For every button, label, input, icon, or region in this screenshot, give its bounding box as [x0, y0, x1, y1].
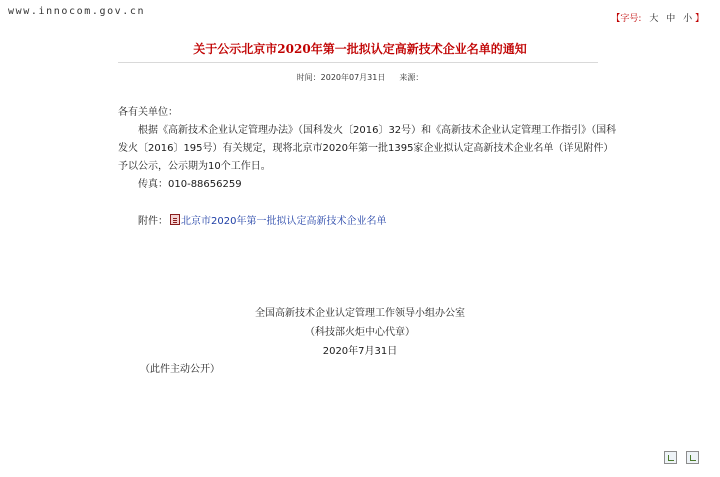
attachment-link[interactable]: 北京市2020年第一批拟认定高新技术企业名单 — [181, 216, 387, 227]
signature-block — [0, 304, 720, 361]
attachment-row — [138, 212, 386, 227]
signature-date: 2020年7月31日 — [322, 346, 398, 357]
font-size-close-bracket: 】 — [694, 14, 704, 24]
font-size-small[interactable]: 小 — [683, 14, 693, 24]
public-note: （此件主动公开） — [140, 364, 220, 375]
title-divider — [118, 62, 598, 63]
print-icon[interactable] — [664, 451, 677, 464]
signature-org: 全国高新技术企业认定管理工作领导小组办公室 — [255, 308, 465, 319]
article-body — [118, 104, 618, 194]
time-label: 时间： — [296, 73, 321, 82]
font-size-large[interactable]: 大 — [649, 14, 659, 24]
close-icon[interactable] — [686, 451, 699, 464]
font-size-switcher — [611, 11, 704, 24]
article-meta — [0, 72, 720, 83]
site-url: www.innocom.gov.cn — [8, 6, 146, 17]
signature-agent: （科技部火炬中心代章） — [305, 327, 415, 338]
attachment-label: 附件： — [138, 216, 168, 227]
source-label: 来源： — [399, 73, 424, 82]
notice-paragraph: 根据《高新技术企业认定管理办法》（国科发火〔2016〕32号）和《高新技术企业认定管理工作指引》（国科发火〔2016〕195号）有关规定，现将北京市2020年第一批1395家企业拟认定高新技术企业名单（详见附件）予以公示，公示期为10个工作日。 — [118, 125, 617, 172]
salutation: 各有关单位： — [118, 107, 178, 118]
document-icon — [170, 214, 180, 225]
fax-line: 传真：010-88656259 — [138, 179, 242, 190]
article-title: 关于公示北京市2020年第一批拟认定高新技术企业名单的通知 — [193, 42, 527, 56]
publish-date: 2020年07月31日 — [320, 73, 386, 82]
font-size-label: 【字号: — [611, 14, 642, 24]
font-size-medium[interactable]: 中 — [666, 14, 676, 24]
